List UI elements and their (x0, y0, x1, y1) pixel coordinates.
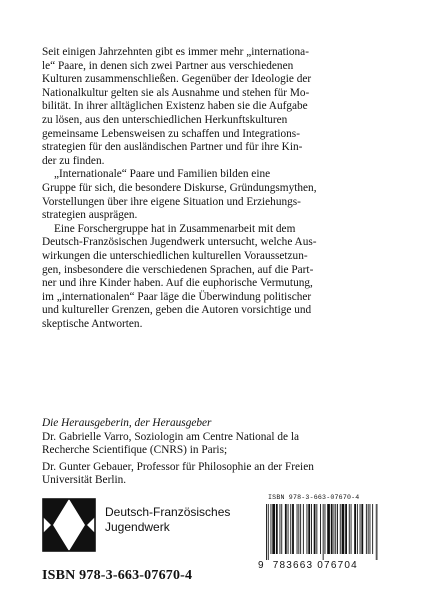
blurb-line: Kulturen zusammenschließen. Gegenüber der Ideologie der (42, 73, 312, 86)
barcode-bar (327, 504, 330, 554)
barcode-bar (276, 504, 278, 554)
barcode-digit-group-1: 783663 (272, 560, 314, 571)
blurb-line: wirkungen die unterschiedlichen kulturellen Voraussetzun- (42, 249, 308, 262)
barcode-bar (331, 504, 333, 554)
barcode-bars (266, 504, 378, 560)
editor-1-line: Dr. Gabrielle Varro, Soziologin am Centre National de la (42, 430, 300, 443)
barcode-bar (311, 504, 312, 554)
blurb-line: bilität. In ihrer alltäglichen Existenz haben sie die Aufgabe (42, 100, 308, 113)
barcode-bar (314, 504, 316, 554)
blurb-line: im „internationalen“ Paar läge die Überwindung politischer (42, 290, 312, 303)
publisher-name-line-1: Deutsch-Französisches (105, 505, 231, 519)
barcode-bar (308, 504, 310, 554)
publisher-name (105, 505, 230, 535)
blurb-line: gemeinsame Lebensweisen zu schaffen und Integrations- (42, 127, 300, 140)
barcode-bar (323, 504, 324, 560)
barcode-first-digit: 9 (258, 560, 265, 571)
isbn-barcode (256, 494, 382, 574)
editor-2-line: Dr. Gunter Gebauer, Professor für Philosophie an der Freien (42, 460, 314, 473)
blurb-line: zu lösen, aus den unterschiedlichen Herkunftskulturen (42, 113, 288, 126)
barcode-bar (335, 504, 336, 554)
barcode-bar (298, 504, 299, 554)
barcode-bar (272, 504, 275, 554)
blurb-line: skeptische Antworten. (42, 317, 143, 330)
barcode-bar (316, 504, 317, 554)
barcode-bar (300, 504, 301, 554)
blurb-line: „Internationale“ Paare und Familien bilden eine (54, 168, 271, 181)
blurb-line: strategien ausprägen. (42, 209, 138, 222)
barcode-bar (351, 504, 352, 554)
barcode-bar (340, 504, 341, 554)
barcode-bar (376, 504, 377, 560)
blurb-line: gen, insbesondere die verschiedenen Sprachen, auf die Part- (42, 263, 314, 276)
blurb-line: Nationalkultur gelten sie als Ausnahme und stehen für Mo- (42, 86, 310, 99)
blurb-line: der zu finden. (42, 154, 105, 167)
barcode-bar (297, 504, 298, 554)
barcode-bar (303, 504, 304, 554)
editor-2-line: Universität Berlin. (42, 474, 127, 487)
blurb-line: Seit einigen Jahrzehnten gibt es immer mehr „internationa- (42, 46, 309, 58)
barcode-bar (266, 504, 267, 560)
blurb-line: Deutsch-Französischen Jugendwerk untersucht, welche Aus- (42, 236, 317, 249)
barcode-bar (370, 504, 371, 554)
editors-section (42, 417, 387, 488)
back-cover-blurb (42, 46, 387, 331)
barcode-bar (281, 504, 282, 554)
barcode-bar (285, 504, 287, 554)
barcode-bar (366, 504, 367, 554)
barcode-bar (357, 504, 358, 554)
barcode-bar (337, 504, 338, 554)
barcode-bar (307, 504, 308, 554)
barcode-digits (258, 560, 358, 571)
barcode-bar (349, 504, 350, 554)
barcode-bar (292, 504, 294, 554)
blurb-line: strategien für den ausländischen Partner und für ihre Kin- (42, 141, 303, 154)
barcode-isbn-text: ISBN 978-3-663-07670-4 (268, 494, 360, 501)
barcode-bar (372, 504, 373, 554)
barcode-bar (290, 504, 291, 554)
barcode-bar (288, 504, 289, 554)
barcode-bar (354, 504, 356, 554)
barcode-bar (345, 504, 347, 554)
blurb-line: ner und ihre Kinder haben. Auf die euphorische Vermutung, (42, 277, 313, 290)
editor-1-line: Recherche Scientifique (CNRS) in Paris; (42, 444, 228, 457)
barcode-bar (268, 504, 269, 560)
editors-heading: Die Herausgeberin, der Herausgeber (42, 417, 212, 429)
barcode-bar (320, 504, 321, 554)
publisher-logo-icon (42, 498, 96, 552)
barcode-digit-group-2: 076704 (317, 560, 358, 571)
blurb-line: und kultureller Grenzen, geben die Autoren vorsichtige und (42, 304, 312, 317)
barcode-bar (342, 504, 345, 554)
blurb-line: le“ Paare, in denen sich zwei Partner aus verschiedenen (42, 59, 294, 72)
barcode-bar (271, 504, 272, 554)
isbn-number: ISBN 978-3-663-07670-4 (42, 568, 193, 583)
barcode-bar (360, 504, 361, 554)
barcode-bar (334, 504, 335, 554)
blurb-line: Eine Forschergruppe hat in Zusammenarbeit mit dem (54, 222, 296, 235)
barcode-bar (280, 504, 281, 554)
blurb-line: Vorstellungen über ihre eigene Situation und Erziehungs- (42, 195, 301, 208)
barcode-bar (325, 504, 326, 554)
blurb-line: Gruppe für sich, die besondere Diskurse, Gründungsmythen, (42, 181, 317, 194)
publisher-name-line-2: Jugendwerk (105, 520, 170, 534)
barcode-bar (368, 504, 369, 554)
barcode-bar (361, 504, 363, 554)
